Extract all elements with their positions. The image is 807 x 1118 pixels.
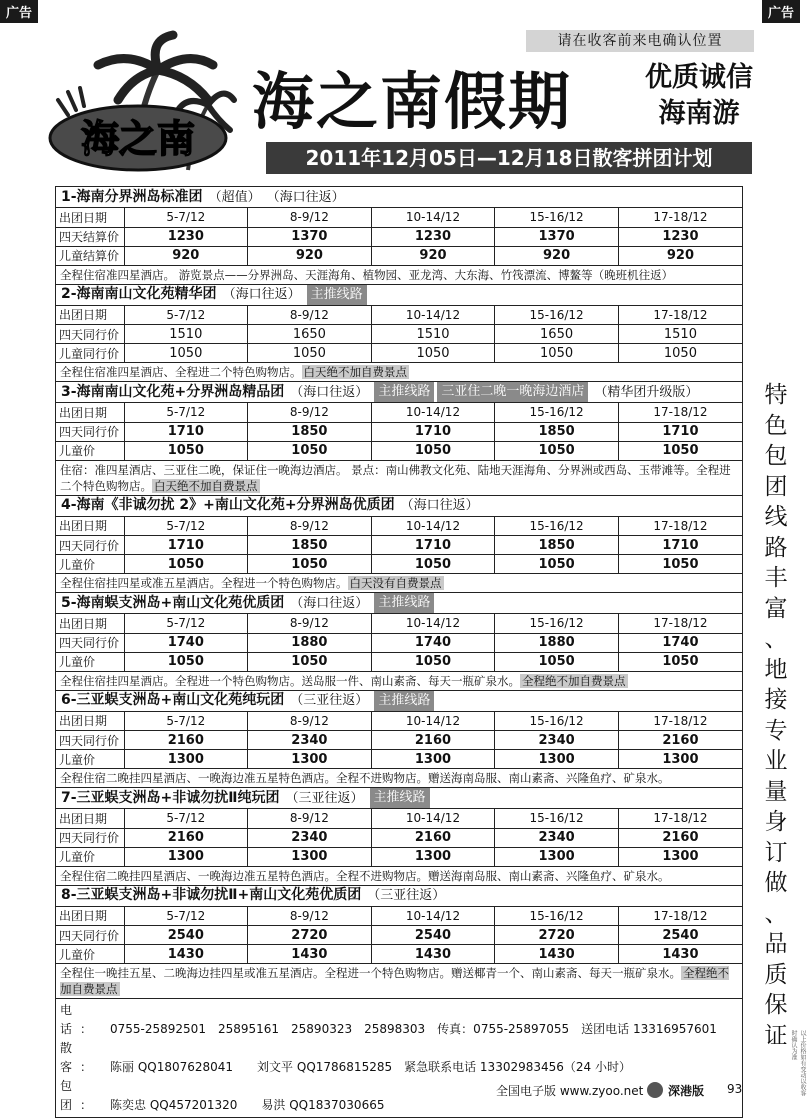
table-row	[56, 208, 742, 227]
side-char: 订	[764, 839, 788, 866]
table-row	[56, 945, 742, 964]
route-name: 2-海南南山文化苑精华团	[61, 286, 217, 302]
row-label: 出团日期	[56, 614, 124, 633]
table-cell: 1710	[371, 536, 495, 555]
contact-text: 陈丽 QQ1807628041 刘文平 QQ1786815285 紧急联系电话 13302983456（24 小时）	[110, 1060, 631, 1074]
route-note	[56, 574, 742, 593]
table-cell: 1050	[618, 555, 742, 574]
note-text: 全程住宿二晚挂四星酒店、一晚海边准五星特色酒店。全程不进购物店。赠送海南岛服、南山素斋、兴隆鱼疗、矿泉水。	[60, 771, 670, 785]
table-cell: 1710	[618, 422, 742, 441]
route-name: 6-三亚蜈支洲岛+南山文化苑纯玩团	[61, 692, 285, 708]
table-cell: 8-9/12	[248, 306, 372, 325]
note-highlight: 全程绝不加自费景点	[60, 966, 729, 996]
side-char: 富	[764, 595, 788, 622]
table-row	[56, 926, 742, 945]
route-name: 7-三亚蜈支洲岛+非诚勿扰Ⅱ纯玩团	[61, 789, 280, 806]
side-char: 量	[764, 778, 788, 805]
route-tag-2: （精华团升级版）	[594, 384, 699, 400]
table-cell: 1740	[618, 633, 742, 652]
side-char: 业	[764, 748, 788, 774]
table-row	[56, 633, 742, 652]
logo-text: 海之南	[80, 117, 196, 161]
page-footer	[0, 1080, 800, 1100]
table-cell: 1430	[618, 945, 742, 964]
route-tag: （海口往返）	[400, 498, 479, 513]
table-cell: 1050	[495, 441, 619, 460]
row-label: 四天结算价	[56, 227, 124, 246]
routes-table	[55, 186, 743, 1118]
side-disclaimer: 以上价格如有变动以收客时确认为准	[790, 1030, 806, 1096]
route-extra: （三亚往返）	[367, 888, 446, 903]
table-cell: 1850	[248, 422, 372, 441]
route-title	[56, 496, 742, 517]
table-cell: 920	[371, 246, 495, 265]
row-label: 四天同行价	[56, 325, 124, 344]
price-table	[56, 712, 742, 770]
side-char: 质	[764, 961, 788, 988]
table-row	[56, 555, 742, 574]
table-cell: 1230	[124, 227, 248, 246]
plan-title: 2011年12月05日—12月18日散客拼团计划	[266, 142, 752, 174]
table-cell: 1650	[248, 325, 372, 344]
table-row	[56, 907, 742, 926]
row-label: 出团日期	[56, 306, 124, 325]
note-highlight: 白天没有自费景点	[349, 576, 442, 590]
table-cell: 2720	[248, 926, 372, 945]
note-text: 全程住宿准四星酒店、全程进二个特色购物店。	[60, 365, 302, 379]
table-cell: 1300	[124, 750, 248, 769]
table-cell: 1850	[248, 536, 372, 555]
contact-text: 陈奕忠 QQ457201320 易洪 QQ1837030665	[110, 1098, 385, 1112]
table-cell: 2160	[618, 828, 742, 847]
table-cell: 15-16/12	[495, 809, 619, 828]
table-cell: 1050	[371, 441, 495, 460]
table-row	[56, 614, 742, 633]
table-cell: 10-14/12	[371, 306, 495, 325]
row-label: 儿童同行价	[56, 344, 124, 363]
table-cell: 1050	[248, 441, 372, 460]
table-cell: 1300	[495, 750, 619, 769]
table-cell: 1300	[618, 750, 742, 769]
table-cell: 1740	[371, 633, 495, 652]
row-label: 儿童价	[56, 945, 124, 964]
route-name: 5-海南蜈支洲岛+南山文化苑优质团	[61, 594, 285, 611]
table-row	[56, 422, 742, 441]
footer-site: 全国电子版 www.zyoo.net	[496, 1084, 644, 1098]
table-cell: 17-18/12	[618, 306, 742, 325]
price-table	[56, 306, 742, 364]
page-number: 93	[727, 1082, 743, 1096]
route-note	[56, 266, 742, 285]
table-row	[56, 325, 742, 344]
side-char: 做	[764, 870, 788, 896]
table-cell: 1850	[495, 422, 619, 441]
table-cell: 1430	[371, 945, 495, 964]
table-cell: 8-9/12	[248, 208, 372, 227]
side-char: 包	[764, 443, 788, 469]
route-title	[56, 691, 742, 712]
table-cell: 1230	[618, 227, 742, 246]
row-label: 出团日期	[56, 208, 124, 227]
table-cell: 17-18/12	[618, 712, 742, 731]
route-title	[56, 187, 742, 208]
route-name: 4-海南《非诚勿扰 2》+南山文化苑+分界洲岛优质团	[61, 497, 395, 513]
table-cell: 920	[124, 246, 248, 265]
table-cell: 1430	[124, 945, 248, 964]
route-tag: （海口往返）	[222, 287, 301, 302]
note-highlight: 白天绝不加自费景点	[154, 478, 258, 493]
table-cell: 8-9/12	[248, 809, 372, 828]
table-cell: 10-14/12	[371, 907, 495, 926]
side-char: 接	[764, 687, 788, 713]
route-note	[56, 461, 742, 496]
route-note	[56, 867, 742, 886]
route-group	[56, 285, 742, 383]
route-note	[56, 672, 742, 691]
side-char: 身	[764, 809, 788, 835]
route-title	[56, 593, 742, 614]
table-row	[56, 847, 742, 866]
table-cell: 15-16/12	[495, 403, 619, 422]
price-table	[56, 208, 742, 266]
table-cell: 1050	[618, 441, 742, 460]
table-cell: 1050	[371, 555, 495, 574]
note-text: 全程住宿挂四星酒店。全程进一个特色购物店。送岛服一件、南山素斋、每天一瓶矿泉水。	[60, 673, 520, 688]
table-cell: 1880	[495, 633, 619, 652]
table-cell: 1430	[495, 945, 619, 964]
ad-label-right: 广告	[762, 0, 800, 23]
table-cell: 2540	[371, 926, 495, 945]
table-cell: 1050	[618, 344, 742, 363]
side-char: 特	[764, 382, 788, 408]
side-char: 丰	[764, 565, 788, 591]
table-cell: 15-16/12	[495, 306, 619, 325]
route-title	[56, 285, 742, 306]
table-row	[56, 828, 742, 847]
table-cell: 17-18/12	[618, 809, 742, 828]
table-cell: 1300	[124, 847, 248, 866]
table-cell: 2340	[248, 828, 372, 847]
table-cell: 5-7/12	[124, 208, 248, 227]
table-cell: 5-7/12	[124, 614, 248, 633]
table-cell: 10-14/12	[371, 614, 495, 633]
table-row	[56, 306, 742, 325]
route-group	[56, 886, 742, 1000]
table-cell: 1230	[371, 227, 495, 246]
route-note	[56, 769, 742, 788]
route-name: 1-海南分界洲岛标准团	[61, 188, 203, 205]
table-cell: 8-9/12	[248, 614, 372, 633]
table-cell: 1050	[248, 344, 372, 363]
side-char: 证	[764, 1022, 788, 1049]
row-label: 儿童价	[56, 441, 124, 460]
table-cell: 1710	[618, 536, 742, 555]
table-cell: 10-14/12	[371, 809, 495, 828]
table-cell: 17-18/12	[618, 403, 742, 422]
row-label: 出团日期	[56, 712, 124, 731]
table-cell: 1050	[124, 344, 248, 363]
route-title	[56, 382, 742, 403]
table-cell: 5-7/12	[124, 712, 248, 731]
route-group	[56, 788, 742, 886]
table-row	[56, 344, 742, 363]
price-table	[56, 907, 742, 965]
table-cell: 1300	[371, 847, 495, 866]
table-row	[56, 750, 742, 769]
table-cell: 1740	[124, 633, 248, 652]
route-tag: （海口往返）	[266, 189, 345, 205]
table-cell: 10-14/12	[371, 208, 495, 227]
table-cell: 2160	[618, 731, 742, 750]
table-cell: 10-14/12	[371, 403, 495, 422]
table-cell: 8-9/12	[248, 712, 372, 731]
side-char: 团	[764, 473, 788, 500]
contact-key: 散客：	[60, 1041, 101, 1074]
route-note	[56, 363, 742, 382]
route-badge: 主推线路	[370, 788, 430, 808]
side-char: 专	[764, 717, 788, 744]
side-char: 线	[764, 504, 788, 530]
table-row	[56, 809, 742, 828]
table-cell: 5-7/12	[124, 403, 248, 422]
table-cell: 2340	[495, 731, 619, 750]
row-label: 儿童价	[56, 750, 124, 769]
table-cell: 2540	[618, 926, 742, 945]
route-group	[56, 187, 742, 285]
side-slogan	[762, 380, 790, 1051]
table-row	[56, 731, 742, 750]
table-cell: 920	[618, 246, 742, 265]
table-row	[56, 652, 742, 671]
price-table	[56, 517, 742, 575]
table-cell: 17-18/12	[618, 517, 742, 536]
table-cell: 1510	[371, 325, 495, 344]
table-cell: 1710	[124, 422, 248, 441]
table-cell: 1050	[495, 344, 619, 363]
route-title	[56, 886, 742, 907]
row-label: 儿童价	[56, 847, 124, 866]
row-label: 四天同行价	[56, 828, 124, 847]
table-row	[56, 246, 742, 265]
table-cell: 1050	[124, 652, 248, 671]
table-cell: 17-18/12	[618, 208, 742, 227]
table-cell: 1050	[124, 441, 248, 460]
table-cell: 15-16/12	[495, 208, 619, 227]
side-char: 地	[764, 656, 788, 683]
route-name: 3-海南南山文化苑+分界洲岛精品团	[61, 383, 285, 400]
route-title	[56, 788, 742, 809]
slogan-line-1: 优质诚信	[645, 62, 753, 93]
table-cell: 1880	[248, 633, 372, 652]
table-cell: 10-14/12	[371, 517, 495, 536]
route-badge: 主推线路	[374, 593, 434, 613]
table-cell: 5-7/12	[124, 517, 248, 536]
price-table	[56, 809, 742, 867]
table-cell: 1050	[495, 555, 619, 574]
route-tag: （三亚往返）	[290, 693, 369, 708]
table-cell: 920	[495, 246, 619, 265]
route-extra: （超值）	[208, 189, 261, 205]
row-label: 四天同行价	[56, 926, 124, 945]
price-table	[56, 403, 742, 461]
table-cell: 15-16/12	[495, 907, 619, 926]
route-group	[56, 382, 742, 496]
table-cell: 1510	[124, 325, 248, 344]
table-cell: 2160	[371, 731, 495, 750]
brand-title: 海之南假期	[252, 65, 573, 138]
table-cell: 1510	[618, 325, 742, 344]
table-cell: 1710	[124, 536, 248, 555]
side-char: 色	[764, 412, 788, 439]
route-group	[56, 593, 742, 691]
row-label: 出团日期	[56, 809, 124, 828]
row-label: 四天同行价	[56, 536, 124, 555]
table-cell: 2160	[124, 731, 248, 750]
side-char: 路	[764, 534, 788, 561]
row-label: 儿童价	[56, 555, 124, 574]
table-cell: 920	[248, 246, 372, 265]
table-cell: 5-7/12	[124, 306, 248, 325]
table-cell: 5-7/12	[124, 809, 248, 828]
contact-line	[60, 1039, 738, 1077]
table-cell: 8-9/12	[248, 907, 372, 926]
side-char: 、	[764, 626, 788, 652]
table-row	[56, 712, 742, 731]
table-cell: 2160	[371, 828, 495, 847]
table-cell: 8-9/12	[248, 517, 372, 536]
table-cell: 2720	[495, 926, 619, 945]
table-cell: 2340	[248, 731, 372, 750]
row-label: 四天同行价	[56, 633, 124, 652]
row-label: 四天同行价	[56, 731, 124, 750]
ad-label-left: 广告	[0, 0, 38, 23]
note-text: 住宿：准四星酒店、三亚住二晚，保证住一晚海边酒店。 景点：南山佛教文化苑、陆地天涯海角、分界洲或西岛、玉带滩等。全程进二个特色购物店。	[60, 462, 731, 493]
table-cell: 10-14/12	[371, 712, 495, 731]
table-row	[56, 517, 742, 536]
brand-logo	[38, 30, 238, 180]
table-cell: 17-18/12	[618, 907, 742, 926]
price-table	[56, 614, 742, 672]
table-cell: 1050	[371, 652, 495, 671]
table-cell: 1370	[495, 227, 619, 246]
table-cell: 1050	[495, 652, 619, 671]
route-badge: 主推线路	[307, 285, 367, 305]
table-cell: 2540	[124, 926, 248, 945]
route-note	[56, 964, 742, 999]
table-cell: 8-9/12	[248, 403, 372, 422]
table-cell: 2160	[124, 828, 248, 847]
row-label: 出团日期	[56, 907, 124, 926]
side-char: 保	[764, 992, 788, 1018]
row-label: 四天同行价	[56, 422, 124, 441]
table-cell: 1850	[495, 536, 619, 555]
table-cell: 1710	[371, 422, 495, 441]
note-text: 全程住宿准四星酒店。 游览景点——分界洲岛、天涯海角、植物园、亚龙湾、大东海、竹筏漂流、博鳌等（晚班机往返）	[60, 267, 674, 282]
slogan-line-2: 海南游	[658, 98, 740, 129]
table-row	[56, 403, 742, 422]
table-cell: 15-16/12	[495, 614, 619, 633]
side-char: 、	[764, 900, 788, 927]
note-text: 全程住宿挂四星或准五星酒店。全程进一个特色购物店。	[60, 576, 348, 590]
contact-key: 包团：	[60, 1079, 101, 1112]
route-badge: 主推线路	[374, 691, 434, 711]
route-group	[56, 496, 742, 594]
footer-edition: 深港版	[668, 1084, 705, 1098]
footer-logo-icon	[647, 1082, 663, 1098]
table-cell: 1430	[248, 945, 372, 964]
route-tag: （三亚往返）	[285, 790, 364, 806]
slogan	[634, 60, 764, 132]
table-cell: 1050	[248, 555, 372, 574]
table-cell: 1300	[248, 847, 372, 866]
table-row	[56, 536, 742, 555]
table-cell: 1050	[124, 555, 248, 574]
table-cell: 15-16/12	[495, 517, 619, 536]
contact-text: 0755-25892501 25895161 25890323 25898303 传真：0755-25897055 送团电话 13316957601	[110, 1022, 717, 1036]
note-highlight: 白天绝不加自费景点	[303, 365, 407, 379]
contact-key: 电话：	[60, 1003, 101, 1036]
table-cell: 1050	[371, 344, 495, 363]
note-highlight: 全程绝不加自费景点	[522, 673, 626, 688]
notice-bar: 请在收客前来电确认位置	[526, 30, 754, 52]
table-cell: 1050	[248, 652, 372, 671]
table-cell: 1300	[618, 847, 742, 866]
table-cell: 1370	[248, 227, 372, 246]
table-cell: 17-18/12	[618, 614, 742, 633]
row-label: 儿童结算价	[56, 246, 124, 265]
row-label: 儿童价	[56, 652, 124, 671]
route-badge: 三亚住二晚一晚海边酒店	[437, 382, 588, 402]
route-name: 8-三亚蜈支洲岛+非诚勿扰Ⅱ+南山文化苑优质团	[61, 887, 362, 903]
table-cell: 5-7/12	[124, 907, 248, 926]
route-tag: （海口往返）	[290, 595, 369, 611]
table-cell: 1300	[495, 847, 619, 866]
table-cell: 15-16/12	[495, 712, 619, 731]
route-tag: （海口往返）	[290, 384, 369, 400]
table-cell: 1300	[371, 750, 495, 769]
table-cell: 1300	[248, 750, 372, 769]
route-group	[56, 691, 742, 789]
row-label: 出团日期	[56, 517, 124, 536]
contact-line	[60, 1001, 738, 1039]
route-badge: 主推线路	[374, 382, 434, 402]
table-row	[56, 441, 742, 460]
table-row	[56, 227, 742, 246]
side-char: 品	[764, 931, 788, 957]
note-text: 全程住宿二晚挂四星酒店、一晚海边准五星特色酒店。全程不进购物店。赠送海南岛服、南山素斋、兴隆鱼疗、矿泉水。	[60, 868, 670, 883]
table-cell: 1050	[618, 652, 742, 671]
note-text: 全程住一晚挂五星、二晚海边挂四星或准五星酒店。全程进一个特色购物店。赠送椰青一个、南山素斋、每天一瓶矿泉水。	[60, 966, 681, 980]
row-label: 出团日期	[56, 403, 124, 422]
table-cell: 1650	[495, 325, 619, 344]
table-cell: 2340	[495, 828, 619, 847]
